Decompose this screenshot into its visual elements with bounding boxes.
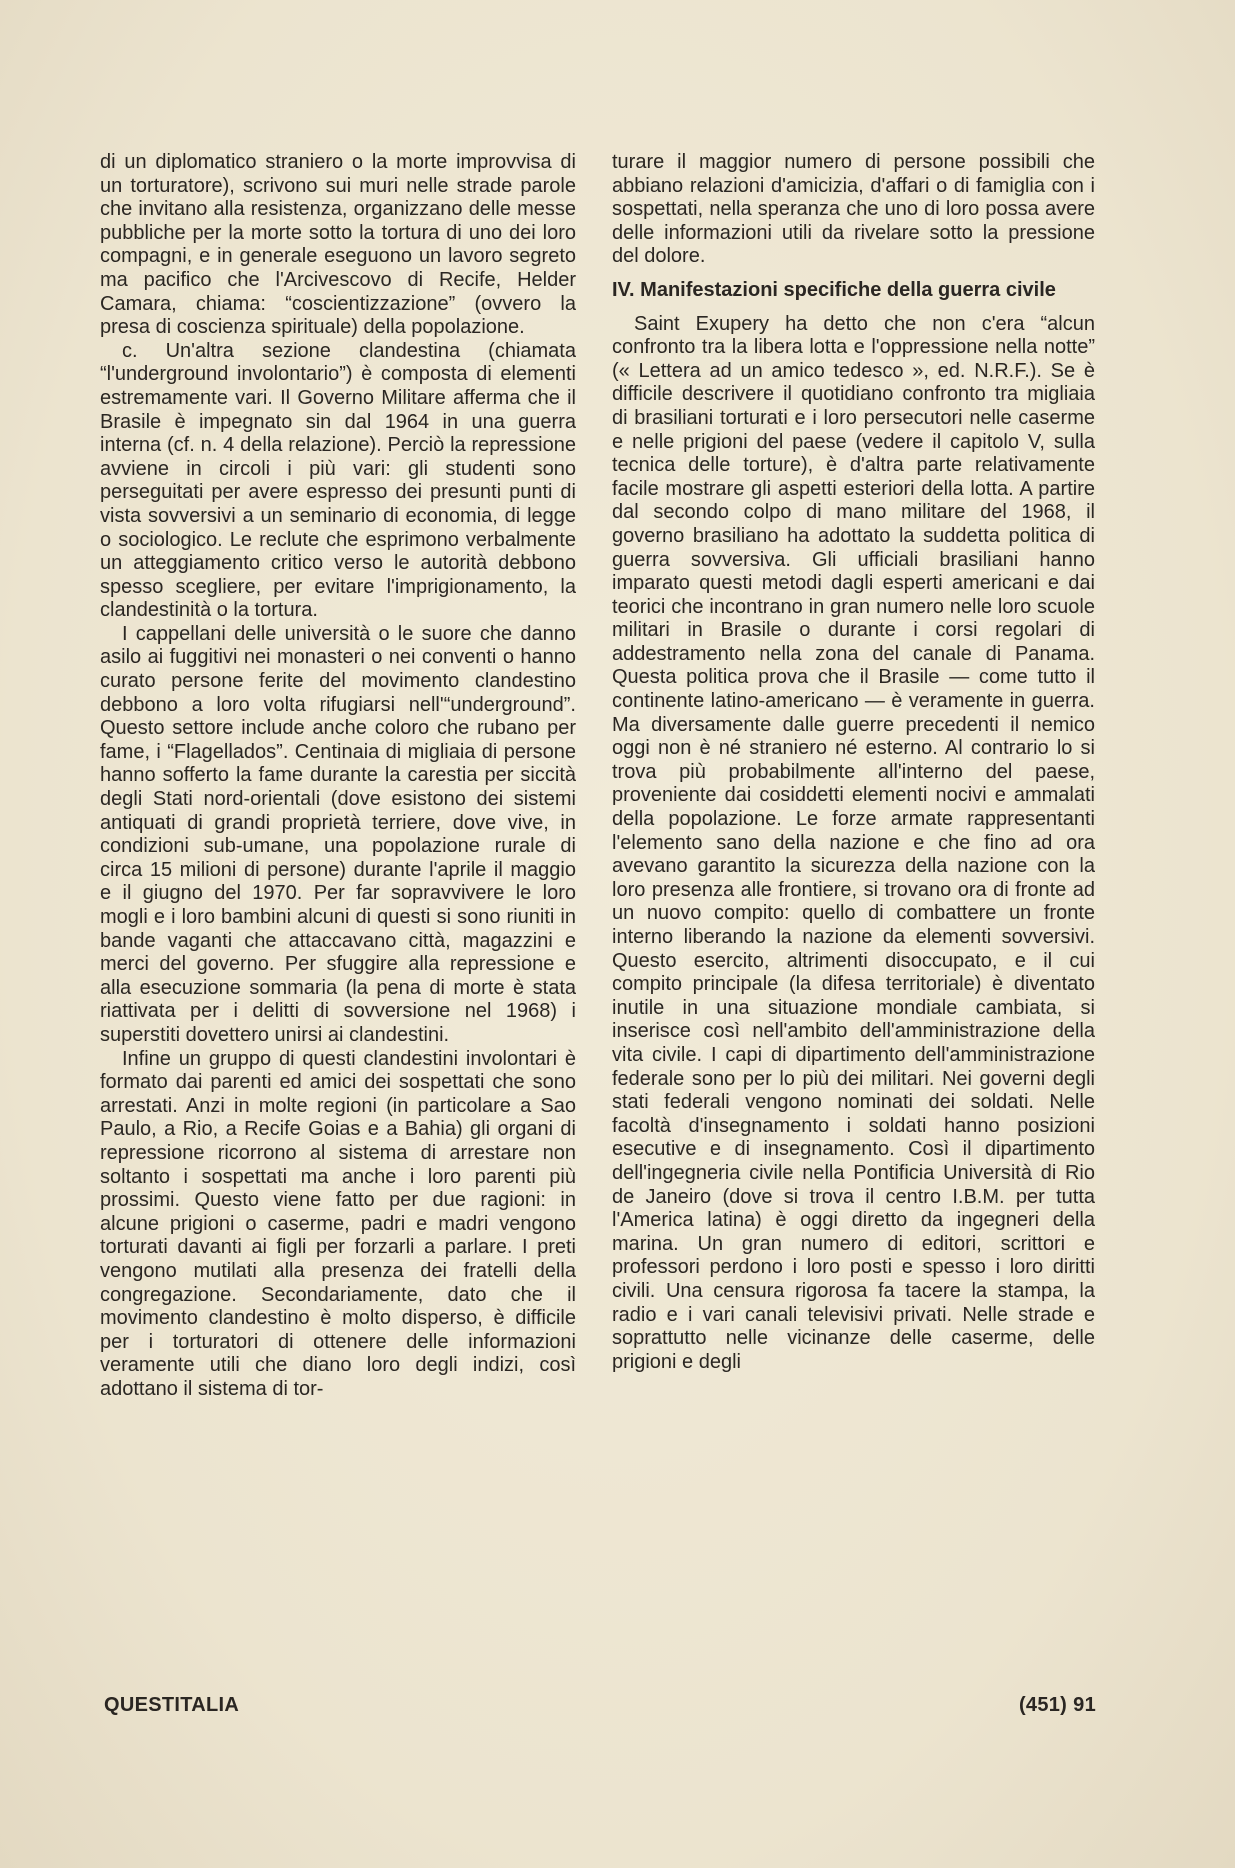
left-paragraph-4: Infine un gruppo di questi clandestini involontari è formato dai parenti ed amici dei sospettati che sono arrestati. Anzi in molte regioni (in particolare a Sao Paulo, a Rio, a Recife Goias e a Bahia) gli organi di repressione ricorrono al sistema di arrestare non soltanto i sospettati ma anche i loro parenti più prossimi. Questo viene fatto per due ragioni: in alcune prigioni o caserme, padri e madri vengono torturati davanti ai figli per forzarli a parlare. I preti vengono mutilati alla presenza dei fratelli della congregazione. Secondariamente, dato che il movimento clandestino è molto disperso, è difficile per i torturatori di ottenere delle informazioni veramente utili che diano loro degli indizi, così adottano il sistema di tor- <box>100 1047 576 1400</box>
footer-publication: QUESTITALIA <box>104 1694 240 1716</box>
right-intro-paragraph: turare il maggior numero di persone possibili che abbiano relazioni d'amicizia, d'affari o di famiglia con i sospettati, nella speranza che uno di loro possa avere delle informazioni utili da rivelare sotto la pressione del dolore. <box>612 151 1095 268</box>
left-paragraph-1: di un diplomatico straniero o la morte improvvisa di un torturatore), scrivono sui muri nelle strade parole che invitano alla resistenza, organizzano delle messe pubbliche per la morte sotto la tortura di uno dei loro compagni, e in generale eseguono un lavoro segreto ma pacifico che l'Arcivescovo di Recife, Helder Camara, chiama: “coscientizzazione” (ovvero la presa di coscienza spirituale) della popolazione. <box>100 151 576 339</box>
footer-page-number: 91 <box>1073 1694 1096 1716</box>
footer-page-ref: (451) <box>1018 1694 1068 1716</box>
left-column <box>100 151 576 1401</box>
right-column <box>612 151 1095 1374</box>
left-paragraph-2: c. Un'altra sezione clandestina (chiamata “l'underground involontario”) è composta di elementi estremamente vari. Il Governo Militare afferma che il Brasile è impegnato sin dal 1964 in una guerra interna (cf. n. 4 della relazione). Perciò la repressione avviene in circoli i più vari: gli studenti sono perseguitati per avere espresso dei presunti punti di vista sovversivi a un seminario di economia, di legge o sociologico. Le reclute che esprimono verbalmente un atteggiamento critico verso le autorità debbono spesso scegliere, per evitare l'imprigionamento, la clandestinità o la tortura. <box>100 339 576 622</box>
right-body-paragraph: Saint Exupery ha detto che non c'era “alcun confronto tra la libera lotta e l'oppressione nella notte” (« Lettera ad un amico tedesco », ed. N.R.F.). Se è difficile descrivere il quotidiano confronto tra migliaia di brasiliani torturati e i loro persecutori nelle caserme e nelle prigioni del paese (vedere il capitolo V, sulla tecnica delle torture), è d'altra parte relativamente facile mostrare gli aspetti esteriori della lotta. A partire dal secondo colpo di mano militare del 1968, il governo brasiliano ha adottato la suddetta politica di guerra sovversiva. Gli ufficiali brasiliani hanno imparato questi metodi dagli esperti americani e dai teorici che incontrano in gran numero nelle loro scuole militari in Brasile o durante i corsi regolari di addestramento nella zona del canale di Panama. Questa politica prova che il Brasile — come tutto il continente latino-americano — è veramente in guerra. Ma diversamente dalle guerre precedenti il nemico oggi non è né straniero né esterno. Al contrario lo si trova più probabilmente all'interno del paese, proveniente dai cosiddetti elementi nocivi e ammalati della popolazione. Le forze armate rappresentanti l'elemento sano della nazione e che fino ad ora avevano garantito la sicurezza della nazione con la loro presenza alle frontiere, si trovano ora di fronte ad un nuovo compito: quello di combattere un fronte interno liberando la nazione da elementi sovversivi. Questo esercito, altrimenti disoccupato, e il cui compito principale (la difesa territoriale) è diventato inutile in una situazione mondiale cambiata, si inserisce così nell'ambito dell'amministrazione della vita civile. I capi di dipartimento dell'amministrazione federale sono per lo più dei militari. Nei governi degli stati federali vengono nominati dei soldati. Nelle facoltà d'insegnamento i soldati hanno posizioni esecutive e di insegnamento. Così il dipartimento dell'ingegneria civile nella Pontificia Università di Rio de Janeiro (dove si trova il centro I.B.M. per tutta l'America latina) è oggi diretto da ingegneri della marina. Un gran numero di editori, scrittori e professori perdono i loro posti e spesso i loro diritti civili. Una censura rigorosa fa tacere la stampa, la radio e i vari canali televisivi privati. Nelle strade e soprattutto nelle vicinanze delle caserme, delle prigioni e degli <box>612 312 1095 1373</box>
left-paragraph-3: I cappellani delle università o le suore che danno asilo ai fuggitivi nei monasteri o nei conventi o hanno curato persone ferite del movimento clandestino debbono a loro volta rifugiarsi nell'“underground”. Questo settore include anche coloro che rubano per fame, i “Flagellados”. Centinaia di migliaia di persone hanno sofferto la fame durante la carestia per siccità degli Stati nord-orientali (dove esistono dei sistemi antiquati di grandi proprietà terriere, dove vive, in condizioni sub-umane, una popolazione rurale di circa 15 milioni di persone) durante l'aprile il maggio e il giugno del 1970. Per far sopravvivere le loro mogli e i loro bambini alcuni di questi si sono riuniti in bande vaganti che attaccavano città, magazzini e merci del governo. Per sfuggire alla repressione e alla esecuzione sommaria (la pena di morte è stata riattivata per i delitti di sovversione nel 1968) i superstiti dovettero unirsi ai clandestini. <box>100 622 576 1046</box>
footer-page-info <box>1019 1694 1096 1717</box>
section-heading: IV. Manifestazioni specifiche della guerra civile <box>612 278 1056 301</box>
